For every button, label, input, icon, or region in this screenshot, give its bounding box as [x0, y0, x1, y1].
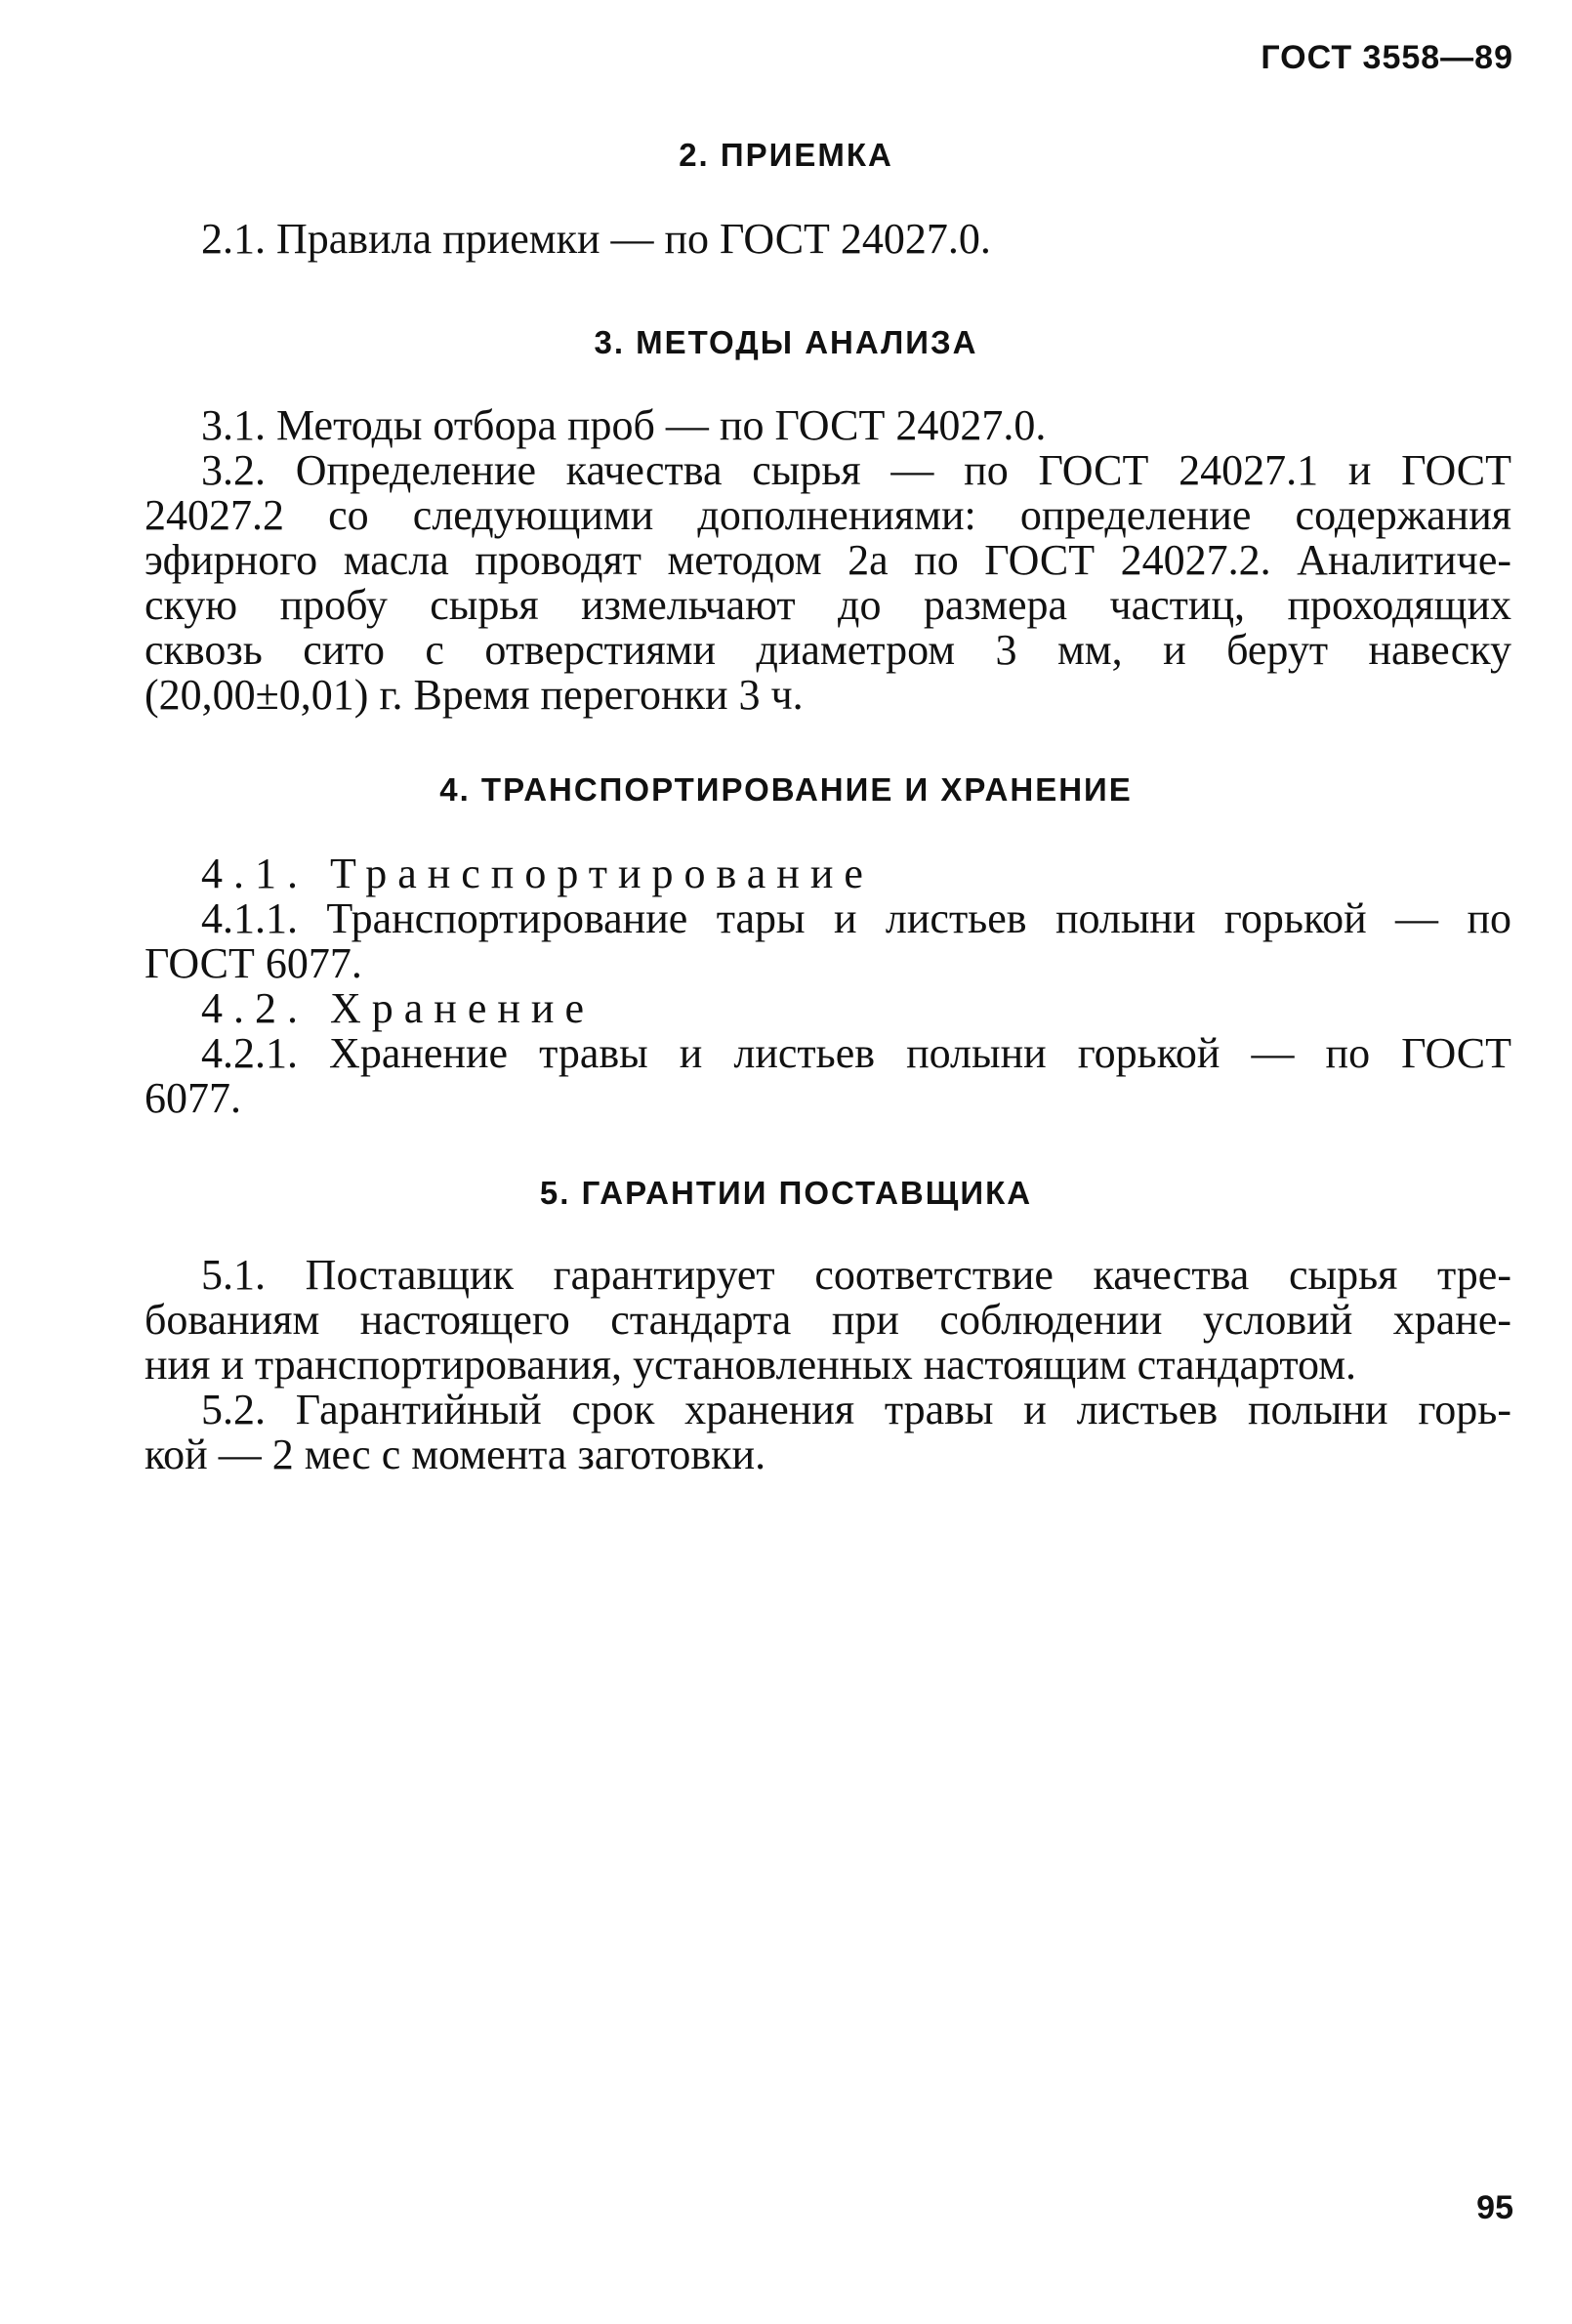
- paragraph-3-2-line: эфирного масла проводят методом 2а по ГОСТ 24027.2. Аналитиче-: [145, 536, 1511, 584]
- paragraph-2-1-text: 2.1. Правила приемки — по ГОСТ 24027.0.: [201, 215, 991, 263]
- paragraph-3-2-line: 24027.2 со следующими дополнениями: определение содержания: [145, 491, 1511, 539]
- paragraph-5-1-line: бованиям настоящего стандарта при соблюдении условий хране-: [145, 1296, 1511, 1344]
- paragraph-5-2: [145, 1388, 1511, 1477]
- paragraph-3-2-line: 3.2. Определение качества сырья — по ГОСТ 24027.1 и ГОСТ: [201, 446, 1511, 494]
- paragraph-5-1: [145, 1253, 1511, 1388]
- paragraph-3-2-line: сквозь сито с отверстиями диаметром 3 мм, и берут навеску: [145, 626, 1511, 674]
- paragraph-3-2-line: скую пробу сырья измельчают до размера частиц, проходящих: [145, 581, 1511, 629]
- paragraph-4-1-text: 4.1. Транспортирование: [201, 850, 874, 897]
- paragraph-3-2-line: (20,00±0,01) г. Время перегонки 3 ч.: [145, 671, 804, 719]
- paragraph-5-1-line: ния и транспортирования, установленных настоящим стандартом.: [145, 1341, 1357, 1389]
- paragraph-5-2-line: 5.2. Гарантийный срок хранения травы и листьев полыни горь-: [201, 1386, 1511, 1433]
- section-2-title: 2. ПРИЕМКА: [679, 137, 893, 173]
- paragraph-4-1-1: [145, 896, 1511, 986]
- paragraph-4-2-1: [145, 1031, 1511, 1121]
- section-5-title: 5. ГАРАНТИИ ПОСТАВЩИКА: [539, 1175, 1033, 1211]
- paragraph-3-1-text: 3.1. Методы отбора проб — по ГОСТ 24027.0.: [201, 401, 1047, 449]
- paragraph-4-2-1-line: 4.2.1. Хранение травы и листьев полыни горькой — по ГОСТ: [201, 1029, 1511, 1077]
- paragraph-4-2-1-line: 6077.: [145, 1074, 241, 1122]
- page-number: 95: [1476, 2189, 1513, 2226]
- paragraph-4-2-text: 4.2. Хранение: [201, 984, 596, 1032]
- standard-code-header: ГОСТ 3558—89: [1261, 39, 1513, 76]
- paragraph-2-1: [145, 217, 1511, 262]
- section-3-title: 3. МЕТОДЫ АНАЛИЗА: [594, 324, 978, 360]
- paragraph-3-2: [145, 448, 1511, 718]
- paragraph-4-1-1-line: 4.1.1. Транспортирование тары и листьев полыни горькой — по: [201, 894, 1511, 942]
- paragraph-3-1: [145, 403, 1511, 448]
- section-4-title: 4. ТРАНСПОРТИРОВАНИЕ И ХРАНЕНИЕ: [439, 771, 1133, 808]
- paragraph-5-2-line: кой — 2 мес с момента заготовки.: [145, 1431, 766, 1478]
- paragraph-4-1-1-line: ГОСТ 6077.: [145, 939, 362, 987]
- paragraph-4-2: [145, 986, 1511, 1031]
- paragraph-4-1: [145, 851, 1511, 896]
- paragraph-5-1-line: 5.1. Поставщик гарантирует соответствие качества сырья тре-: [201, 1251, 1511, 1299]
